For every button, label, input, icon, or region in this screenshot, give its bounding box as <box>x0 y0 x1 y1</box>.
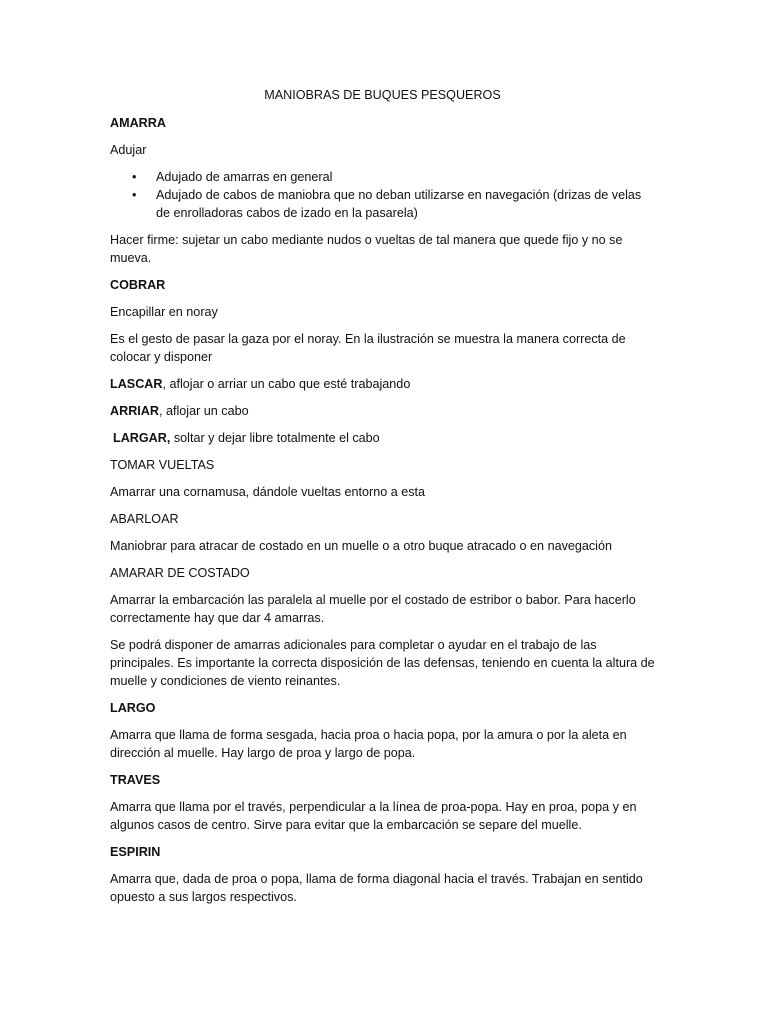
document-title: MANIOBRAS DE BUQUES PESQUEROS <box>264 88 501 102</box>
bullet-icon: • <box>132 170 137 184</box>
definition-text: soltar y dejar libre totalmente el cabo <box>170 431 380 445</box>
definition-text: , aflojar un cabo <box>158 404 249 418</box>
list-item <box>132 168 655 186</box>
list-item-text: Adujado de amarras en general <box>156 170 333 184</box>
text-tomar-vueltas: Amarrar una cornamusa, dándole vueltas entorno a esta <box>110 485 426 499</box>
text-espirin: Amarra que, dada de proa o popa, llama de forma diagonal hacia el través. Trabajan en sentido opuesto a sus largos respectivos. <box>110 872 643 904</box>
term-largar: LARGAR, <box>113 431 171 445</box>
text-encapillar: Encapillar en noray <box>110 305 218 319</box>
heading-traves: TRAVES <box>110 773 161 787</box>
text-hacer-firme: Hacer firme: sujetar un cabo mediante nudos o vueltas de tal manera que quede fijo y no se mueva. <box>110 233 623 265</box>
heading-cobrar: COBRAR <box>110 278 166 292</box>
list-item-text: Adujado de cabos de maniobra que no deban utilizarse en navegación (drizas de velas de enrolladoras cabos de izado en la pasarela) <box>156 188 642 220</box>
heading-tomar-vueltas: TOMAR VUELTAS <box>110 458 215 472</box>
definition-largar <box>110 429 655 447</box>
list-item <box>132 186 655 222</box>
heading-amarra: AMARRA <box>110 116 166 130</box>
definition-lascar <box>110 375 655 393</box>
heading-espirin: ESPIRIN <box>110 845 161 859</box>
text-amarar-costado-1: Amarrar la embarcación las paralela al muelle por el costado de estribor o babor. Para hacerlo correctamente hay que dar 4 amarras. <box>110 593 636 625</box>
text-amarar-costado-2: Se podrá disponer de amarras adicionales para completar o ayudar en el trabajo de las principales. Es importante la correcta disposición de las defensas, teniendo en cuenta la altura de muelle y condiciones de viento reinantes. <box>110 638 655 688</box>
heading-amarar-costado: AMARAR DE COSTADO <box>110 566 250 580</box>
text-adujar: Adujar <box>110 143 147 157</box>
term-lascar: LASCAR <box>110 377 163 391</box>
term-arriar: ARRIAR <box>110 404 159 418</box>
text-abarloar: Maniobrar para atracar de costado en un muelle o a otro buque atracado o en navegación <box>110 539 612 553</box>
text-traves: Amarra que llama por el través, perpendicular a la línea de proa-popa. Hay en proa, popa y en algunos casos de centro. Sirve para evitar que la embarcación se separe del muelle. <box>110 800 637 832</box>
heading-largo: LARGO <box>110 701 156 715</box>
definition-arriar <box>110 402 655 420</box>
text-gesto: Es el gesto de pasar la gaza por el noray. En la ilustración se muestra la manera correcta de colocar y disponer <box>110 332 626 364</box>
bullet-list-adujar <box>110 168 655 222</box>
bullet-icon: • <box>132 188 137 202</box>
heading-abarloar: ABARLOAR <box>110 512 179 526</box>
text-largo: Amarra que llama de forma sesgada, hacia proa o hacia popa, por la amura o por la aleta en dirección al muelle. Hay largo de proa y largo de popa. <box>110 728 627 760</box>
definition-text: , aflojar o arriar un cabo que esté trabajando <box>162 377 411 391</box>
document-body <box>110 86 655 915</box>
